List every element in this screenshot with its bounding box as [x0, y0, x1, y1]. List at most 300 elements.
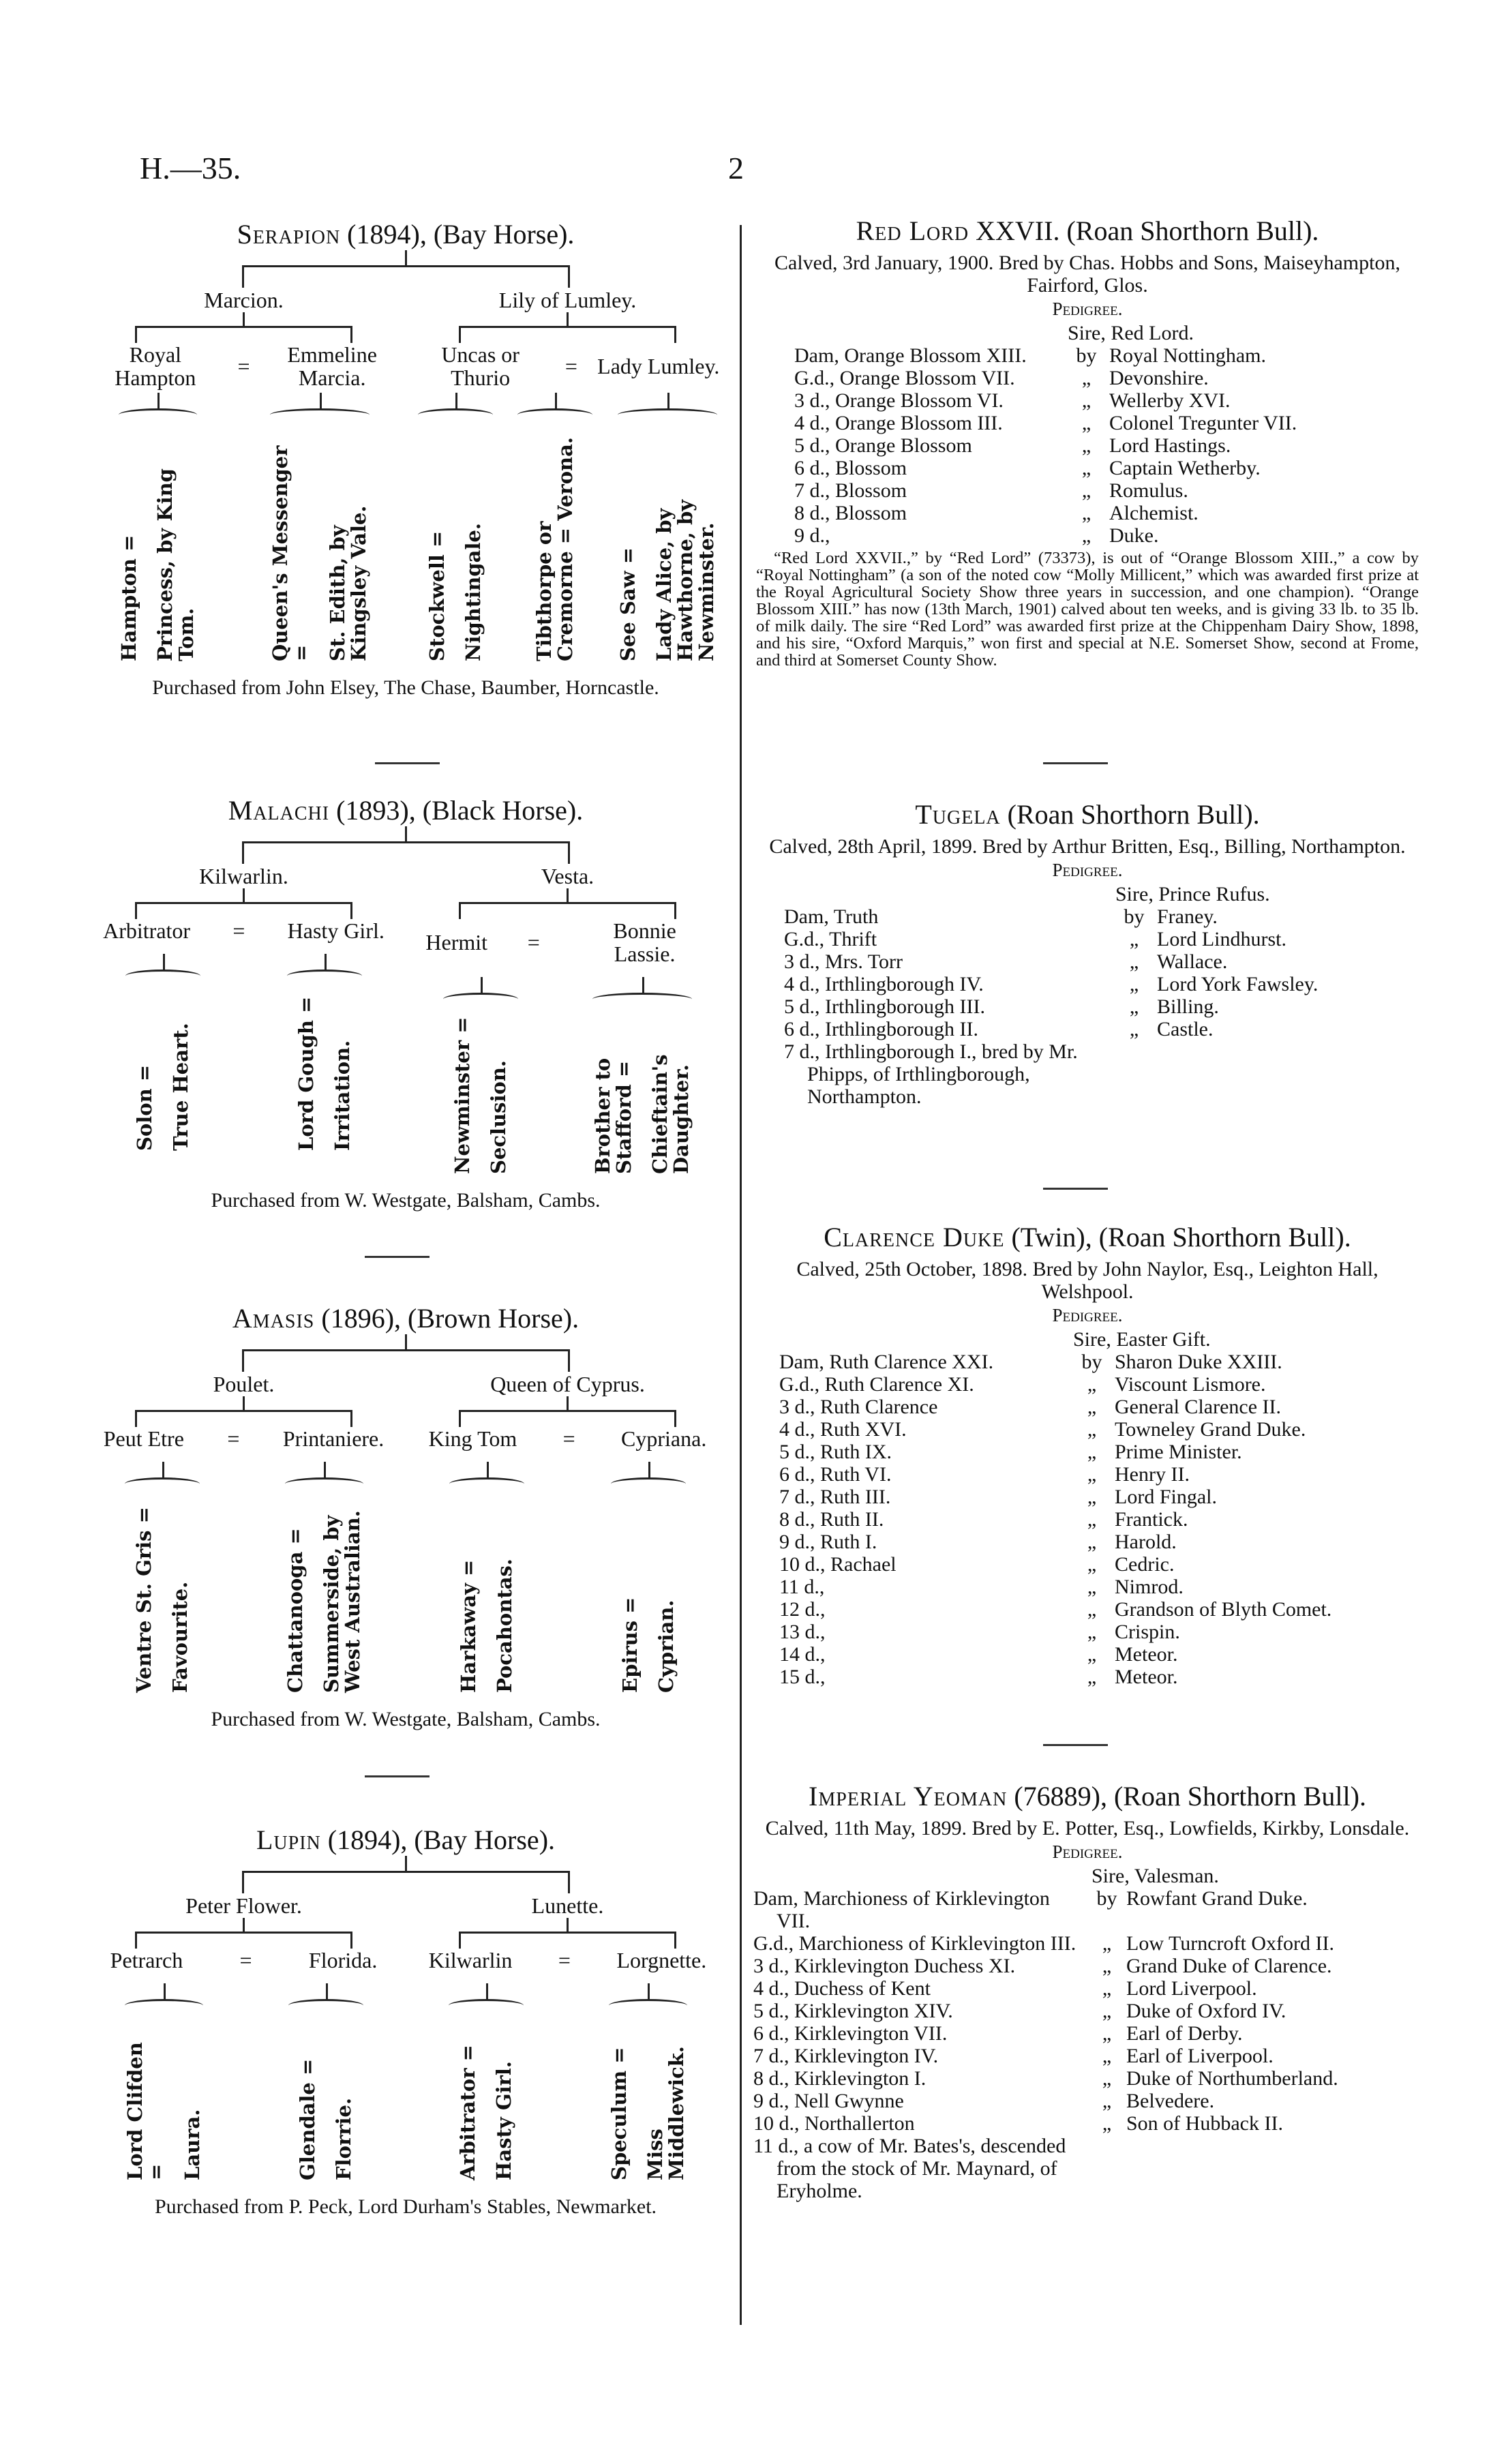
- grandparent-name: Emmeline Marcia.: [287, 342, 377, 390]
- grandparent-name: Lorgnette.: [616, 1948, 707, 1972]
- name-columns: [457, 2020, 515, 2180]
- parent-name: Marcion.: [204, 288, 284, 312]
- sire-entry: Cedric.: [1115, 1553, 1175, 1576]
- spacer: [1157, 1040, 1421, 1108]
- great-grandparent-pair: [449, 1477, 524, 1693]
- ancestor-name: True Heart.: [168, 1023, 192, 1151]
- by-mark: „: [1081, 412, 1091, 434]
- name-columns: [452, 1014, 509, 1174]
- grandparent-name: Hasty Girl.: [287, 918, 385, 943]
- great-grandparents-row: [406, 1999, 729, 2180]
- brace-connector: [418, 408, 493, 421]
- connector-line: [567, 1396, 569, 1410]
- pedigree-tree: [82, 1302, 729, 1731]
- connector-line: [243, 312, 245, 326]
- great-grandparent-pair: [119, 408, 197, 661]
- great-grandparent-pair: [270, 408, 370, 661]
- parent-branch: [82, 288, 406, 661]
- ancestor-name: St. Edith, by Kingsley Vale.: [325, 505, 370, 661]
- ancestor-name: Arbitrator =: [455, 2045, 479, 2180]
- name-columns: [534, 430, 576, 661]
- equals-sign: =: [239, 1948, 252, 1972]
- parent-branch: [406, 864, 729, 1174]
- parent-name: Queen of Cyprus.: [490, 1372, 645, 1396]
- sire-entry: Viscount Lismore.: [1115, 1373, 1266, 1396]
- grandparent-name: King Tom: [428, 1426, 517, 1451]
- brace-connector: [449, 1999, 524, 2012]
- parents-row: [82, 288, 729, 661]
- calved-info: Calved, 28th April, 1899. Bred by Arthur Britten, Esq., Billing, Northampton.: [769, 835, 1406, 858]
- sire-entry: Grandson of Blyth Comet.: [1115, 1598, 1332, 1621]
- great-grandparents-row: [406, 1477, 729, 1693]
- parent-branch: [82, 864, 406, 1174]
- dam-entry: 6 d., Irthlingborough II.: [784, 1018, 978, 1040]
- ancestor-name: Glendale =: [295, 2058, 319, 2180]
- section-separator: [375, 762, 440, 764]
- by-mark: „: [1087, 1621, 1097, 1643]
- bull-details: (Twin), (Roan Shorthorn Bull).: [1004, 1222, 1351, 1252]
- parent-name: Peter Flower.: [185, 1893, 302, 1918]
- ancestor-name: Lord Gough =: [295, 996, 318, 1151]
- great-grandparent-pair: [125, 1999, 203, 2180]
- ancestor-name: Hampton =: [117, 535, 140, 661]
- grandparent-name: Florida.: [308, 1948, 378, 1972]
- great-grandparents-row: [406, 408, 729, 661]
- sire-entry: Belvedere.: [1126, 2090, 1215, 2112]
- great-grandparent-pair: [287, 970, 362, 1151]
- sire-entry: Alchemist.: [1109, 502, 1199, 524]
- dam-entry: 8 d., Kirklevington I.: [753, 2067, 927, 2090]
- by-mark: „: [1129, 950, 1139, 973]
- sire-entry: Duke.: [1109, 524, 1159, 547]
- sire-entry: Wallace.: [1157, 950, 1228, 973]
- dam-entry: 8 d., Blossom: [794, 502, 907, 524]
- grandparent-name: Cypriana.: [621, 1426, 707, 1451]
- purchase-note: Purchased from John Elsey, The Chase, Baumber, Horncastle.: [152, 676, 659, 699]
- sire-entry: Romulus.: [1109, 479, 1188, 502]
- brace-connector: [125, 1477, 200, 1490]
- bull-name: Imperial Yeoman: [809, 1781, 1008, 1812]
- connector-line: [459, 326, 677, 343]
- parents-row: [82, 864, 729, 1174]
- grandparent-name: Hermit: [425, 930, 488, 955]
- bull-title: [753, 1781, 1421, 1812]
- grandparent-name: Kilwarlin: [428, 1948, 513, 1972]
- pedigree-heading: Pedigree.: [1052, 1305, 1123, 1325]
- equals-sign: =: [527, 930, 540, 955]
- grandparents-row: [82, 919, 406, 942]
- connector-line: [405, 250, 407, 265]
- by-mark: „: [1129, 928, 1139, 950]
- grandparent-name: Bonnie Lassie.: [613, 918, 676, 966]
- bull-details: (76889), (Roan Shorthorn Bull).: [1007, 1781, 1366, 1812]
- brace-connector: [443, 993, 518, 1006]
- ancestor-name: Cyprian.: [654, 1599, 678, 1693]
- connector-line: [567, 1918, 569, 1932]
- description-note: “Red Lord XXVII.,” by “Red Lord” (73373), is out of “Orange Blossom XIII.,” a cow by “Royal Nottingham” (a son of the noted cow “Molly Millicent,” which was awarded first prize at the Royal Agricultural Society Show three years in succession, and one champion). “Orange Blossom XIII.” has now (13th March, 1901) calved about ten weeks, and is giving 33 lb. to 35 lb. of milk daily. The sire “Red Lord” was awarded first prize at the Chippenham Dairy Show, 1898, and his sire, “Oxford Marquis,” won first and special at N.E. Somerset Show, second at Frome, and third at Somerset County Show.: [756, 549, 1419, 670]
- sire-name: Sire, Red Lord.: [1068, 322, 1194, 344]
- grandparents-row: [406, 919, 729, 965]
- sire-name: Sire, Valesman.: [1091, 1865, 1219, 1887]
- page-number: 2: [728, 151, 744, 185]
- ancestor-name: Chattanooga =: [283, 1528, 307, 1693]
- horse-details: (1894), (Bay Horse).: [340, 219, 575, 250]
- bull-section: [753, 215, 1421, 670]
- sire-entry: Crispin.: [1115, 1621, 1180, 1643]
- parent-branch: [406, 288, 729, 661]
- spacer: [753, 1865, 1087, 1887]
- parents-row: [82, 1372, 729, 1693]
- sire-entry: Harold.: [1115, 1531, 1177, 1553]
- parents-row: [82, 1893, 729, 2180]
- brace-connector: [285, 1477, 363, 1490]
- great-grandparents-row: [82, 1477, 406, 1693]
- dam-entry: 10 d., Rachael: [779, 1553, 897, 1576]
- pedigree-title: [82, 218, 729, 250]
- grandparent-name: Lady Lumley.: [597, 354, 720, 378]
- name-columns: [296, 991, 353, 1151]
- brace-connector: [288, 1999, 363, 2012]
- by-mark: „: [1087, 1553, 1097, 1576]
- dam-entry: 7 d., Ruth III.: [779, 1486, 891, 1508]
- sire-entry: Lord Fingal.: [1115, 1486, 1217, 1508]
- by-mark: „: [1087, 1373, 1097, 1396]
- connector-line: [567, 888, 569, 902]
- sire-entry: Franey.: [1157, 905, 1218, 928]
- bull-section: [753, 1222, 1421, 1688]
- ancestor-name: Queen's Messenger =: [268, 445, 313, 661]
- brace-connector: [125, 1999, 203, 2012]
- brace-connector: [119, 408, 197, 421]
- ancestor-name: Solon =: [132, 1064, 156, 1151]
- sire-entry: Duke of Oxford IV.: [1126, 2000, 1286, 2022]
- ancestor-name: Brother to Stafford =: [591, 1057, 636, 1174]
- pedigree-title: [82, 1302, 729, 1334]
- spacer: [784, 883, 1111, 905]
- sire-entry: Son of Hubback II.: [1126, 2112, 1283, 2135]
- sire-entry: Lord Liverpool.: [1126, 1977, 1257, 2000]
- by-mark: „: [1087, 1441, 1097, 1463]
- connector-line: [135, 1932, 353, 1949]
- dam-entry: 6 d., Kirklevington VII.: [753, 2022, 948, 2045]
- brace-connector: [287, 970, 362, 982]
- great-grandparent-pair: [609, 1999, 687, 2180]
- ancestor-name: Pocahontas.: [492, 1559, 516, 1693]
- name-columns: [297, 2020, 355, 2180]
- dam-entry: 15 d.,: [779, 1666, 826, 1688]
- by-mark: by: [1076, 344, 1097, 367]
- horse-name: Amasis: [232, 1303, 315, 1334]
- ancestor-name: Tibthorpe or Cremorne = Verona.: [532, 436, 577, 661]
- great-grandparent-pair: [125, 1477, 200, 1693]
- connector-line: [243, 1918, 245, 1932]
- ancestor-name: Irritation.: [331, 1040, 355, 1151]
- by-mark: „: [1087, 1598, 1097, 1621]
- by-mark: „: [1102, 1955, 1112, 1977]
- sire-entry: Meteor.: [1115, 1666, 1178, 1688]
- bull-details: (Roan Shorthorn Bull).: [1000, 799, 1260, 830]
- sire-entry: Earl of Derby.: [1126, 2022, 1243, 2045]
- horse-name: Lupin: [256, 1824, 321, 1855]
- spacer: [794, 322, 1064, 344]
- connector-line: [459, 902, 677, 919]
- purchase-note: Purchased from W. Westgate, Balsham, Cambs.: [211, 1708, 601, 1730]
- pedigree-title: [82, 794, 729, 826]
- section-separator: [1043, 1744, 1108, 1746]
- dam-entry: G.d., Orange Blossom VII.: [794, 367, 1015, 389]
- by-mark: „: [1102, 1932, 1112, 1955]
- dam-entry: 7 d., Irthlingborough I., bred by Mr. Phipps, of Irthlingborough, Northampton.: [784, 1040, 1078, 1108]
- sire-entry: Earl of Liverpool.: [1126, 2045, 1274, 2067]
- dam-entry: 11 d.,: [779, 1576, 825, 1598]
- pedigree-heading: Pedigree.: [1052, 299, 1123, 319]
- grandparent-name: Arbitrator: [103, 918, 191, 943]
- sire-entry: Wellerby XVI.: [1109, 389, 1231, 412]
- parent-name: Vesta.: [541, 864, 594, 888]
- by-mark: „: [1081, 389, 1091, 412]
- great-grandparent-pair: [592, 993, 692, 1174]
- equals-sign: =: [558, 1948, 571, 1972]
- bull-section: [753, 799, 1421, 1108]
- name-columns: [134, 1499, 191, 1693]
- connector-line: [135, 902, 353, 919]
- great-grandparent-pair: [125, 970, 200, 1151]
- dam-entry: 3 d., Kirklevington Duchess XI.: [753, 1955, 1016, 1977]
- ancestor-name: See Saw =: [616, 547, 639, 661]
- by-mark: „: [1087, 1666, 1097, 1688]
- sire-entry: Sharon Duke XXIII.: [1115, 1351, 1282, 1373]
- connector-line: [242, 1349, 570, 1372]
- great-grandparents-row: [82, 970, 406, 1151]
- great-grandparents-row: [406, 993, 729, 1174]
- parent-name: Kilwarlin.: [199, 864, 288, 888]
- parent-branch: [82, 1372, 406, 1693]
- by-mark: „: [1087, 1576, 1097, 1598]
- connector-line: [135, 326, 353, 343]
- dam-entry: 3 d., Orange Blossom VI.: [794, 389, 1004, 412]
- great-grandparent-pair: [285, 1477, 363, 1693]
- brace-connector: [270, 408, 370, 421]
- spacer: [1115, 1040, 1153, 1108]
- ancestor-name: Nightingale.: [462, 522, 485, 661]
- equals-sign: =: [564, 354, 577, 378]
- great-grandparent-pair: [443, 993, 518, 1174]
- ancestor-name: Summerside, by West Australian.: [319, 1510, 364, 1693]
- by-mark: „: [1087, 1396, 1097, 1418]
- ancestor-name: Florrie.: [331, 2097, 355, 2180]
- dam-entry: G.d., Marchioness of Kirklevington III.: [753, 1932, 1076, 1955]
- dam-entry: 8 d., Ruth II.: [779, 1508, 884, 1531]
- by-mark: by: [1081, 1351, 1102, 1373]
- great-grandparent-pair: [449, 1999, 524, 2180]
- by-mark: „: [1081, 479, 1091, 502]
- sire-entry: Billing.: [1157, 995, 1219, 1018]
- name-columns: [592, 1014, 692, 1174]
- grandparents-row: [82, 1427, 406, 1450]
- name-columns: [427, 430, 484, 661]
- grandparents-row: [406, 343, 729, 389]
- ancestor-name: Chieftain's Daughter.: [648, 1054, 693, 1174]
- section-separator: [1043, 1188, 1108, 1190]
- by-mark: „: [1129, 1018, 1139, 1040]
- dam-entry: 9 d.,: [794, 524, 830, 547]
- dam-entry: 4 d., Orange Blossom III.: [794, 412, 1003, 434]
- dam-entry: G.d., Ruth Clarence XI.: [779, 1373, 974, 1396]
- parent-branch: [82, 1893, 406, 2180]
- grandparents-row: [82, 343, 406, 389]
- spacer: [1126, 2135, 1421, 2202]
- horse-details: (1894), (Bay Horse).: [320, 1824, 556, 1855]
- parent-name: Lily of Lumley.: [498, 288, 637, 312]
- grandparent-name: Peut Etre: [103, 1426, 184, 1451]
- name-columns: [134, 991, 192, 1151]
- connector-line: [243, 888, 245, 902]
- ancestor-name: Lord Clifden =: [123, 2042, 168, 2180]
- grandparent-name: Petrarch: [110, 1948, 183, 1972]
- parent-branch: [406, 1372, 729, 1693]
- equals-sign: =: [237, 354, 250, 378]
- by-mark: „: [1129, 973, 1139, 995]
- bull-name: Red Lord: [856, 215, 969, 246]
- sire-entry: Colonel Tregunter VII.: [1109, 412, 1297, 434]
- sire-entry: Frantick.: [1115, 1508, 1188, 1531]
- by-mark: by: [1096, 1887, 1117, 1910]
- ancestor-name: Stockwell =: [425, 530, 449, 661]
- pedigree-tree: [82, 794, 729, 1212]
- dam-entry: Dam, Ruth Clarence XXI.: [779, 1351, 994, 1373]
- grandparents-row: [406, 1427, 729, 1450]
- dam-entry: 5 d., Kirklevington XIV.: [753, 2000, 953, 2022]
- bull-title: [753, 215, 1421, 246]
- horse-name: Malachi: [228, 795, 330, 826]
- bull-title: [753, 799, 1421, 830]
- connector-line: [242, 841, 570, 864]
- great-grandparent-pair: [517, 408, 592, 661]
- ancestor-name: Laura.: [180, 2109, 204, 2180]
- dam-entry: 14 d.,: [779, 1643, 826, 1666]
- calved-info: Calved, 3rd January, 1900. Bred by Chas. Hobbs and Sons, Maiseyhampton, Fairford, Glos.: [774, 252, 1400, 297]
- ancestor-name: Lady Alice, by Hawthorne, by Newminster.: [652, 499, 718, 661]
- pedigree-table: [753, 1865, 1421, 2202]
- grandparents-row: [82, 1949, 406, 1972]
- sire-name: Sire, Prince Rufus.: [1115, 883, 1270, 905]
- connector-line: [405, 1856, 407, 1871]
- by-mark: „: [1102, 2090, 1112, 2112]
- by-mark: by: [1124, 905, 1145, 928]
- ancestor-name: Miss Middlewick.: [643, 2046, 688, 2180]
- dam-entry: 13 d.,: [779, 1621, 826, 1643]
- spacer: [779, 1328, 1069, 1351]
- bull-name: Tugela: [915, 799, 1001, 830]
- ancestor-name: Ventre St. Gris =: [132, 1507, 155, 1693]
- great-grandparent-pair: [611, 1477, 686, 1693]
- calved-info: Calved, 11th May, 1899. Bred by E. Potter, Esq., Lowfields, Kirkby, Lonsdale.: [765, 1817, 1410, 1839]
- dam-entry: 10 d., Northallerton: [753, 2112, 915, 2135]
- dam-entry: 4 d., Duchess of Kent: [753, 1977, 931, 2000]
- by-mark: „: [1102, 2022, 1112, 2045]
- brace-connector: [449, 1477, 524, 1490]
- dam-entry: G.d., Thrift: [784, 928, 877, 950]
- pedigree-table: [794, 322, 1421, 547]
- parent-name: Poulet.: [213, 1372, 275, 1396]
- section-separator: [1043, 762, 1108, 764]
- equals-sign: =: [227, 1426, 240, 1451]
- by-mark: „: [1081, 502, 1091, 524]
- page-reference: H.—35.: [140, 151, 241, 185]
- pedigree-title: [82, 1824, 729, 1856]
- bull-title: [753, 1222, 1421, 1252]
- dam-entry: Dam, Truth: [784, 905, 879, 928]
- pedigree-table: [779, 1328, 1421, 1688]
- sire-entry: Royal Nottingham.: [1109, 344, 1266, 367]
- by-mark: „: [1081, 434, 1091, 457]
- dam-entry: 9 d., Ruth I.: [779, 1531, 877, 1553]
- dam-entry: 4 d., Irthlingborough IV.: [784, 973, 984, 995]
- by-mark: „: [1129, 995, 1139, 1018]
- sire-entry: Duke of Northumberland.: [1126, 2067, 1338, 2090]
- dam-entry: 6 d., Ruth VI.: [779, 1463, 892, 1486]
- by-mark: „: [1102, 2045, 1112, 2067]
- connector-line: [405, 1334, 407, 1349]
- by-mark: „: [1081, 457, 1091, 479]
- name-columns: [119, 430, 197, 661]
- sire-entry: Devonshire.: [1109, 367, 1209, 389]
- sire-entry: Lord York Fawsley.: [1157, 973, 1319, 995]
- connector-line: [459, 1410, 677, 1427]
- by-mark: „: [1087, 1643, 1097, 1666]
- purchase-note: Purchased from W. Westgate, Balsham, Cambs.: [211, 1189, 601, 1212]
- pedigree-tree: [82, 218, 729, 700]
- by-mark: „: [1102, 2112, 1112, 2135]
- ancestor-name: Hasty Girl.: [492, 2060, 515, 2180]
- grandparent-name: Printaniere.: [282, 1426, 385, 1451]
- horse-details: (1893), (Black Horse).: [329, 795, 584, 826]
- great-grandparent-pair: [618, 408, 717, 661]
- by-mark: „: [1081, 524, 1091, 547]
- horse-details: (1896), (Brown Horse).: [314, 1303, 579, 1334]
- bull-section: [753, 1781, 1421, 2202]
- name-columns: [609, 2020, 687, 2180]
- connector-line: [243, 1396, 245, 1410]
- column-divider: [740, 225, 742, 2325]
- brace-connector: [592, 993, 692, 1006]
- great-grandparent-pair: [418, 408, 493, 661]
- dam-entry: 7 d., Kirklevington IV.: [753, 2045, 939, 2067]
- by-mark: „: [1087, 1531, 1097, 1553]
- bull-name: Clarence Duke: [824, 1222, 1005, 1252]
- connector-line: [567, 312, 569, 326]
- ancestor-name: Favourite.: [168, 1581, 192, 1693]
- dam-entry: 5 d., Orange Blossom: [794, 434, 972, 457]
- sire-entry: Nimrod.: [1115, 1576, 1184, 1598]
- ancestor-name: Epirus =: [618, 1597, 642, 1693]
- grandparents-row: [406, 1949, 729, 1972]
- sire-name: Sire, Easter Gift.: [1073, 1328, 1211, 1351]
- pedigree-table: [784, 883, 1421, 1108]
- sire-entry: Rowfant Grand Duke.: [1126, 1887, 1308, 1910]
- section-separator: [365, 1775, 430, 1777]
- spacer: [1091, 2135, 1122, 2202]
- sire-entry: Lord Hastings.: [1109, 434, 1231, 457]
- parent-branch: [406, 1893, 729, 2180]
- dam-entry: 6 d., Blossom: [794, 457, 907, 479]
- ancestor-name: Speculum =: [607, 2047, 631, 2180]
- pedigree-heading: Pedigree.: [1052, 860, 1123, 880]
- sire-entry: Low Turncroft Oxford II.: [1126, 1932, 1334, 1955]
- sire-entry: General Clarence II.: [1115, 1396, 1282, 1418]
- dam-entry: 12 d.,: [779, 1598, 826, 1621]
- connector-line: [242, 1871, 570, 1893]
